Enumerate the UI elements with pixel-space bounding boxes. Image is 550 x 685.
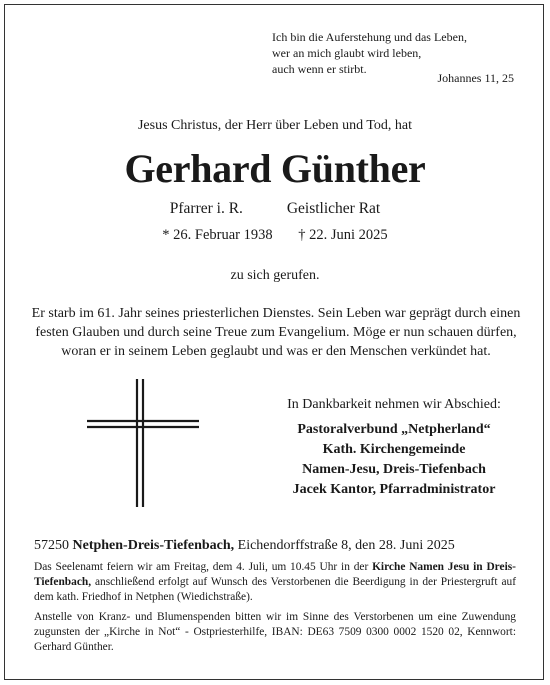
church-name: Kirche Namen Jesu in Dreis-Tiefenbach,	[34, 561, 516, 588]
mourner-line: Kath. Kirchengemeinde	[322, 442, 466, 457]
mass-text: Das Seelenamt feiern wir am Freitag, dem 4. Juli, um 10.45 Uhr in der	[34, 561, 369, 573]
zip-code: 57250	[34, 538, 69, 553]
life-text: Er starb im 61. Jahr seines priesterlichen Dienstes. Sein Leben war geprägt durch einen festen Glauben und durch seine Treue zum Evangelium. Möge er nun schauen dürfen, woran er in seinem Leben geglaubt und was er den Menschen verkündet hat.	[31, 306, 521, 359]
deceased-name: Gerhard Günther	[124, 146, 426, 191]
funeral-details	[34, 560, 516, 605]
farewell-block	[254, 397, 534, 500]
address-date: Eichendorffstraße 8, den 28. Juni 2025	[237, 538, 455, 553]
verse-line: wer an mich glaubt wird leben,	[272, 46, 422, 60]
birth-date: * 26. Februar 1938	[162, 227, 273, 243]
verse-reference: Johannes 11, 25	[437, 71, 514, 85]
mourner-line: Jacek Kantor, Pfarradministrator	[292, 482, 496, 497]
death-date: † 22. Juni 2025	[298, 227, 388, 243]
verse-line: auch wenn er stirbt.	[272, 62, 367, 76]
mourner-line: Pastoralverbund „Netpherland“	[297, 422, 491, 437]
title-spiritual-counsel: Geistlicher Rat	[286, 200, 381, 217]
town: Netphen-Dreis-Tiefenbach,	[72, 538, 235, 553]
location-date-line	[34, 538, 455, 554]
cross-icon	[87, 377, 207, 509]
life-dates	[0, 227, 550, 244]
mourner-line: Namen-Jesu, Dreis-Tiefenbach	[302, 462, 486, 477]
titles	[0, 200, 550, 218]
bible-verse	[272, 29, 467, 77]
farewell-intro: In Dankbarkeit nehmen wir Abschied:	[287, 397, 501, 412]
intro-line: Jesus Christus, der Herr über Leben und Tod, hat	[137, 118, 413, 133]
verse-line: Ich bin die Auferstehung und das Leben,	[272, 30, 467, 44]
title-pastor: Pfarrer i. R.	[169, 200, 243, 217]
called-home-line: zu sich gerufen.	[230, 268, 320, 283]
burial-text: anschließend erfolgt auf Wunsch des Verstorbenen die Beerdigung in der Priestergruft auf dem kath. Friedhof in Netphen (Wiedichstraße).	[34, 576, 516, 603]
donation-note: Anstelle von Kranz- und Blumenspenden bitten wir im Sinne des Verstorbenen um eine Zuwendung zugunsten der „Kirche in Not“ - Ostpriesterhilfe, IBAN: DE63 7509 0300 0002 1520 02, Kennwort: Gerhard Günther.	[34, 611, 516, 653]
